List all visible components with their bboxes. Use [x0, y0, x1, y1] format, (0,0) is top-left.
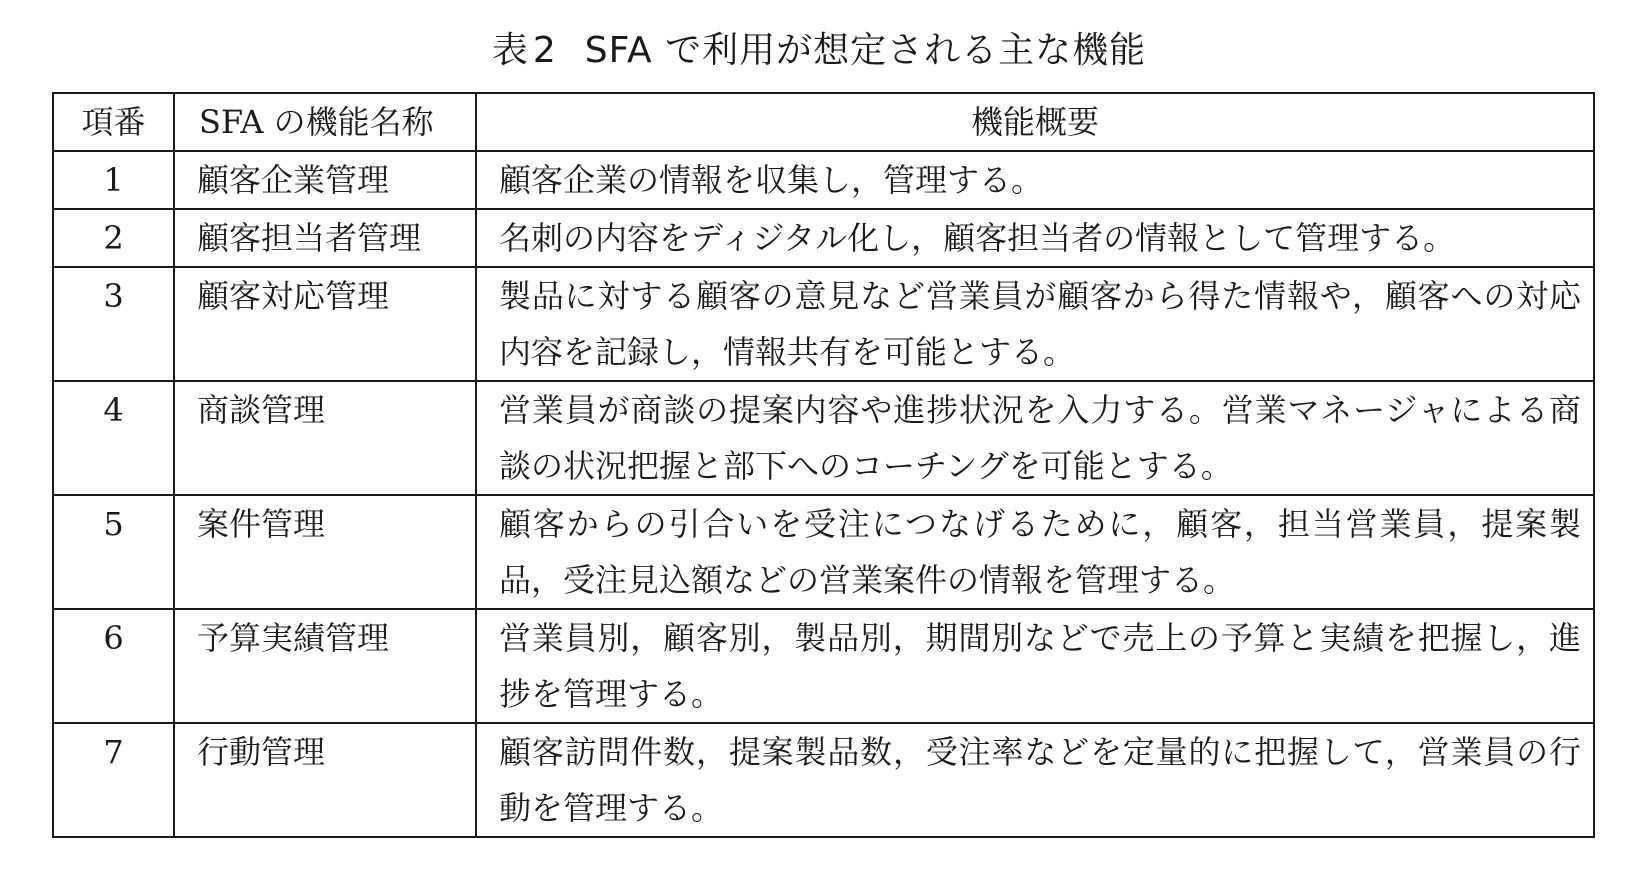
caption-number: 2	[532, 30, 557, 71]
table-row	[53, 151, 1594, 209]
row-function-name: 予算実績管理	[174, 609, 476, 723]
row-number: 6	[53, 609, 174, 723]
row-function-name: 行動管理	[174, 723, 476, 837]
row-number: 4	[53, 381, 174, 495]
row-function-summary: 顧客からの引合いを受注につなげるために，顧客，担当営業員，提案製品，受注見込額などの営業案件の情報を管理する。	[476, 495, 1594, 609]
row-function-summary: 製品に対する顧客の意見など営業員が顧客から得た情報や，顧客への対応内容を記録し，情報共有を可能とする。	[476, 267, 1594, 381]
row-number: 7	[53, 723, 174, 837]
table-header-row	[53, 93, 1594, 151]
row-number: 5	[53, 495, 174, 609]
row-function-summary: 名刺の内容をディジタル化し，顧客担当者の情報として管理する。	[476, 209, 1594, 267]
row-function-summary: 顧客訪問件数，提案製品数，受注率などを定量的に把握して，営業員の行動を管理する。	[476, 723, 1594, 837]
table-row	[53, 209, 1594, 267]
row-number: 1	[53, 151, 174, 209]
row-function-summary: 顧客企業の情報を収集し，管理する。	[476, 151, 1594, 209]
table-row	[53, 267, 1594, 381]
header-item-number: 項番	[53, 93, 174, 151]
table-row	[53, 381, 1594, 495]
table-row	[53, 723, 1594, 837]
row-function-name: 顧客対応管理	[174, 267, 476, 381]
table-row	[53, 495, 1594, 609]
row-function-name: 商談管理	[174, 381, 476, 495]
row-number: 2	[53, 209, 174, 267]
table-caption	[0, 22, 1638, 73]
header-function-name: SFA の機能名称	[174, 93, 476, 151]
row-number: 3	[53, 267, 174, 381]
caption-label: 表	[491, 30, 529, 71]
row-function-summary: 営業員が商談の提案内容や進捗状況を入力する。営業マネージャによる商談の状況把握と部下へのコーチングを可能とする。	[476, 381, 1594, 495]
row-function-name: 顧客企業管理	[174, 151, 476, 209]
row-function-name: 案件管理	[174, 495, 476, 609]
sfa-functions-table	[52, 92, 1595, 838]
row-function-name: 顧客担当者管理	[174, 209, 476, 267]
table-row	[53, 609, 1594, 723]
caption-title: SFA で利用が想定される主な機能	[584, 30, 1147, 71]
row-function-summary: 営業員別，顧客別，製品別，期間別などで売上の予算と実績を把握し，進捗を管理する。	[476, 609, 1594, 723]
header-function-summary: 機能概要	[476, 93, 1594, 151]
